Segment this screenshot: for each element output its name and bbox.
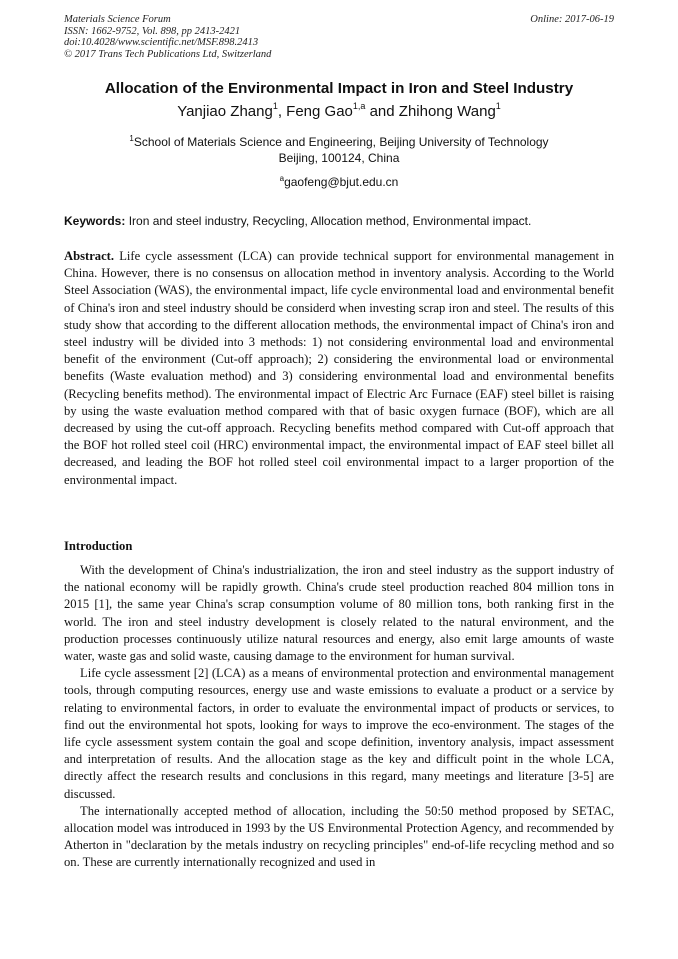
paragraph: Life cycle assessment [2] (LCA) as a means of environmental protection and environmental management tools, through computing resources, energy use and waste emissions to evaluate a product or a service by relating to environmental factors, in order to evaluate the environmental impact of products or services, to find out the environmental hot spots, looking for ways to improve the eco-environment. The stages of the life cycle assessment system contain the goal and scope definition, inventory analysis, impact assessment and interpretation of results. And the allocation stage as the key and difficult point in the whole LCA, directly affect the research results and conclusions in this regard, many meetings and literature [3-5] are discussed. xyxy=(64,666,614,801)
affiliation xyxy=(40,134,638,166)
issn-line: ISSN: 1662-9752, Vol. 898, pp 2413-2421 xyxy=(64,25,241,37)
keywords xyxy=(64,213,616,229)
abstract-label: Abstract. xyxy=(64,249,115,263)
keywords-text: Iron and steel industry, Recycling, Allocation method, Environmental impact. xyxy=(125,214,532,228)
journal-name: Materials Science Forum xyxy=(64,14,171,25)
author-separator: , xyxy=(277,103,287,120)
email-line xyxy=(40,174,638,190)
abstract xyxy=(64,248,614,489)
author-list xyxy=(40,102,638,122)
author-affil-mark: 1,a xyxy=(352,101,366,111)
affiliation-line: Beijing, 100124, China xyxy=(278,151,400,165)
paper-title: Allocation of the Environmental Impact in Iron and Steel Industry xyxy=(104,80,574,97)
author-name: Yanjiao Zhang xyxy=(177,103,273,120)
author-name: Zhihong Wang xyxy=(398,103,496,120)
author-separator: and xyxy=(365,103,399,120)
journal-header xyxy=(64,14,271,60)
doi-line: doi:10.4028/www.scientific.net/MSF.898.2413 xyxy=(64,37,259,48)
email-address: gaofeng@bjut.edu.cn xyxy=(284,175,399,189)
email-mark: a xyxy=(279,174,285,183)
paragraph: With the development of China's industrialization, the iron and steel industry as the support industry of the national economy will be rapidly growth. China's crude steel production reached 804 million tons in 2015 [1], the same year China's scrap consumption volume of 80 million tons, both ranking first in the world. The iron and steel industry development is closely related to the natural environment, and the production processes continuously utilize natural resources and energy, also emit large amounts of waste water, waste gas and solid waste, causing damage to the environment for human survival. xyxy=(64,563,614,664)
introduction-body xyxy=(64,562,614,872)
online-date: Online: 2017-06-19 xyxy=(530,14,614,25)
affiliation-line: School of Materials Science and Engineering, Beijing University of Technology xyxy=(133,135,549,149)
copyright-line: © 2017 Trans Tech Publications Ltd, Switzerland xyxy=(64,48,272,60)
affiliation-mark: 1 xyxy=(129,134,134,143)
section-heading: Introduction xyxy=(64,539,133,553)
author-affil-mark: 1 xyxy=(272,101,278,111)
author-affil-mark: 1 xyxy=(495,101,501,111)
keywords-label: Keywords: xyxy=(64,214,126,228)
paragraph: The internationally accepted method of allocation, including the 50:50 method proposed by SETAC, allocation model was introduced in 1993 by the US Environmental Protection Agency, and recommended by Atherton in "declaration by the metals industry on recycling principles" end-of-life recycling method and so on. These are currently internationally recognized and used in xyxy=(64,803,614,870)
abstract-text: Life cycle assessment (LCA) can provide technical support for environmental management in China. However, there is no consensus on allocation method in inventory analysis. According to the World Steel Association (WAS), the environmental impact, life cycle environmental load and environmental benefit of China's iron and steel industry should be considerd when investing scrap iron and steel. The results of this study show that according to the different allocation methods, the environmental impact of China's iron and steel industry will be divided into 3 methods: 1) not considering environmental load and environmental benefit of the environment (Cut-off approach); 2) considering the environmental load or environmental benefits (Waste evaluation method) and 3) considering environmental load and environmental benefits (Recycling benefits method). The environmental impact of Electric Arc Furnace (EAF) steel billet is raising by using the waste evaluation method compared with that of basic oxygen furnace (BOF), which are all decreased by using the cut-off approach. Recycling benefits method compared with Cut-off approach that the BOF hot rolled steel coil (HRC) environmental impact, the environmental impact of EAF steel billet all decreased, and leading the BOF hot rolled steel coil environmental impact to a larger proportion of the environmental impact. xyxy=(64,249,614,487)
author-name: Feng Gao xyxy=(286,103,353,120)
